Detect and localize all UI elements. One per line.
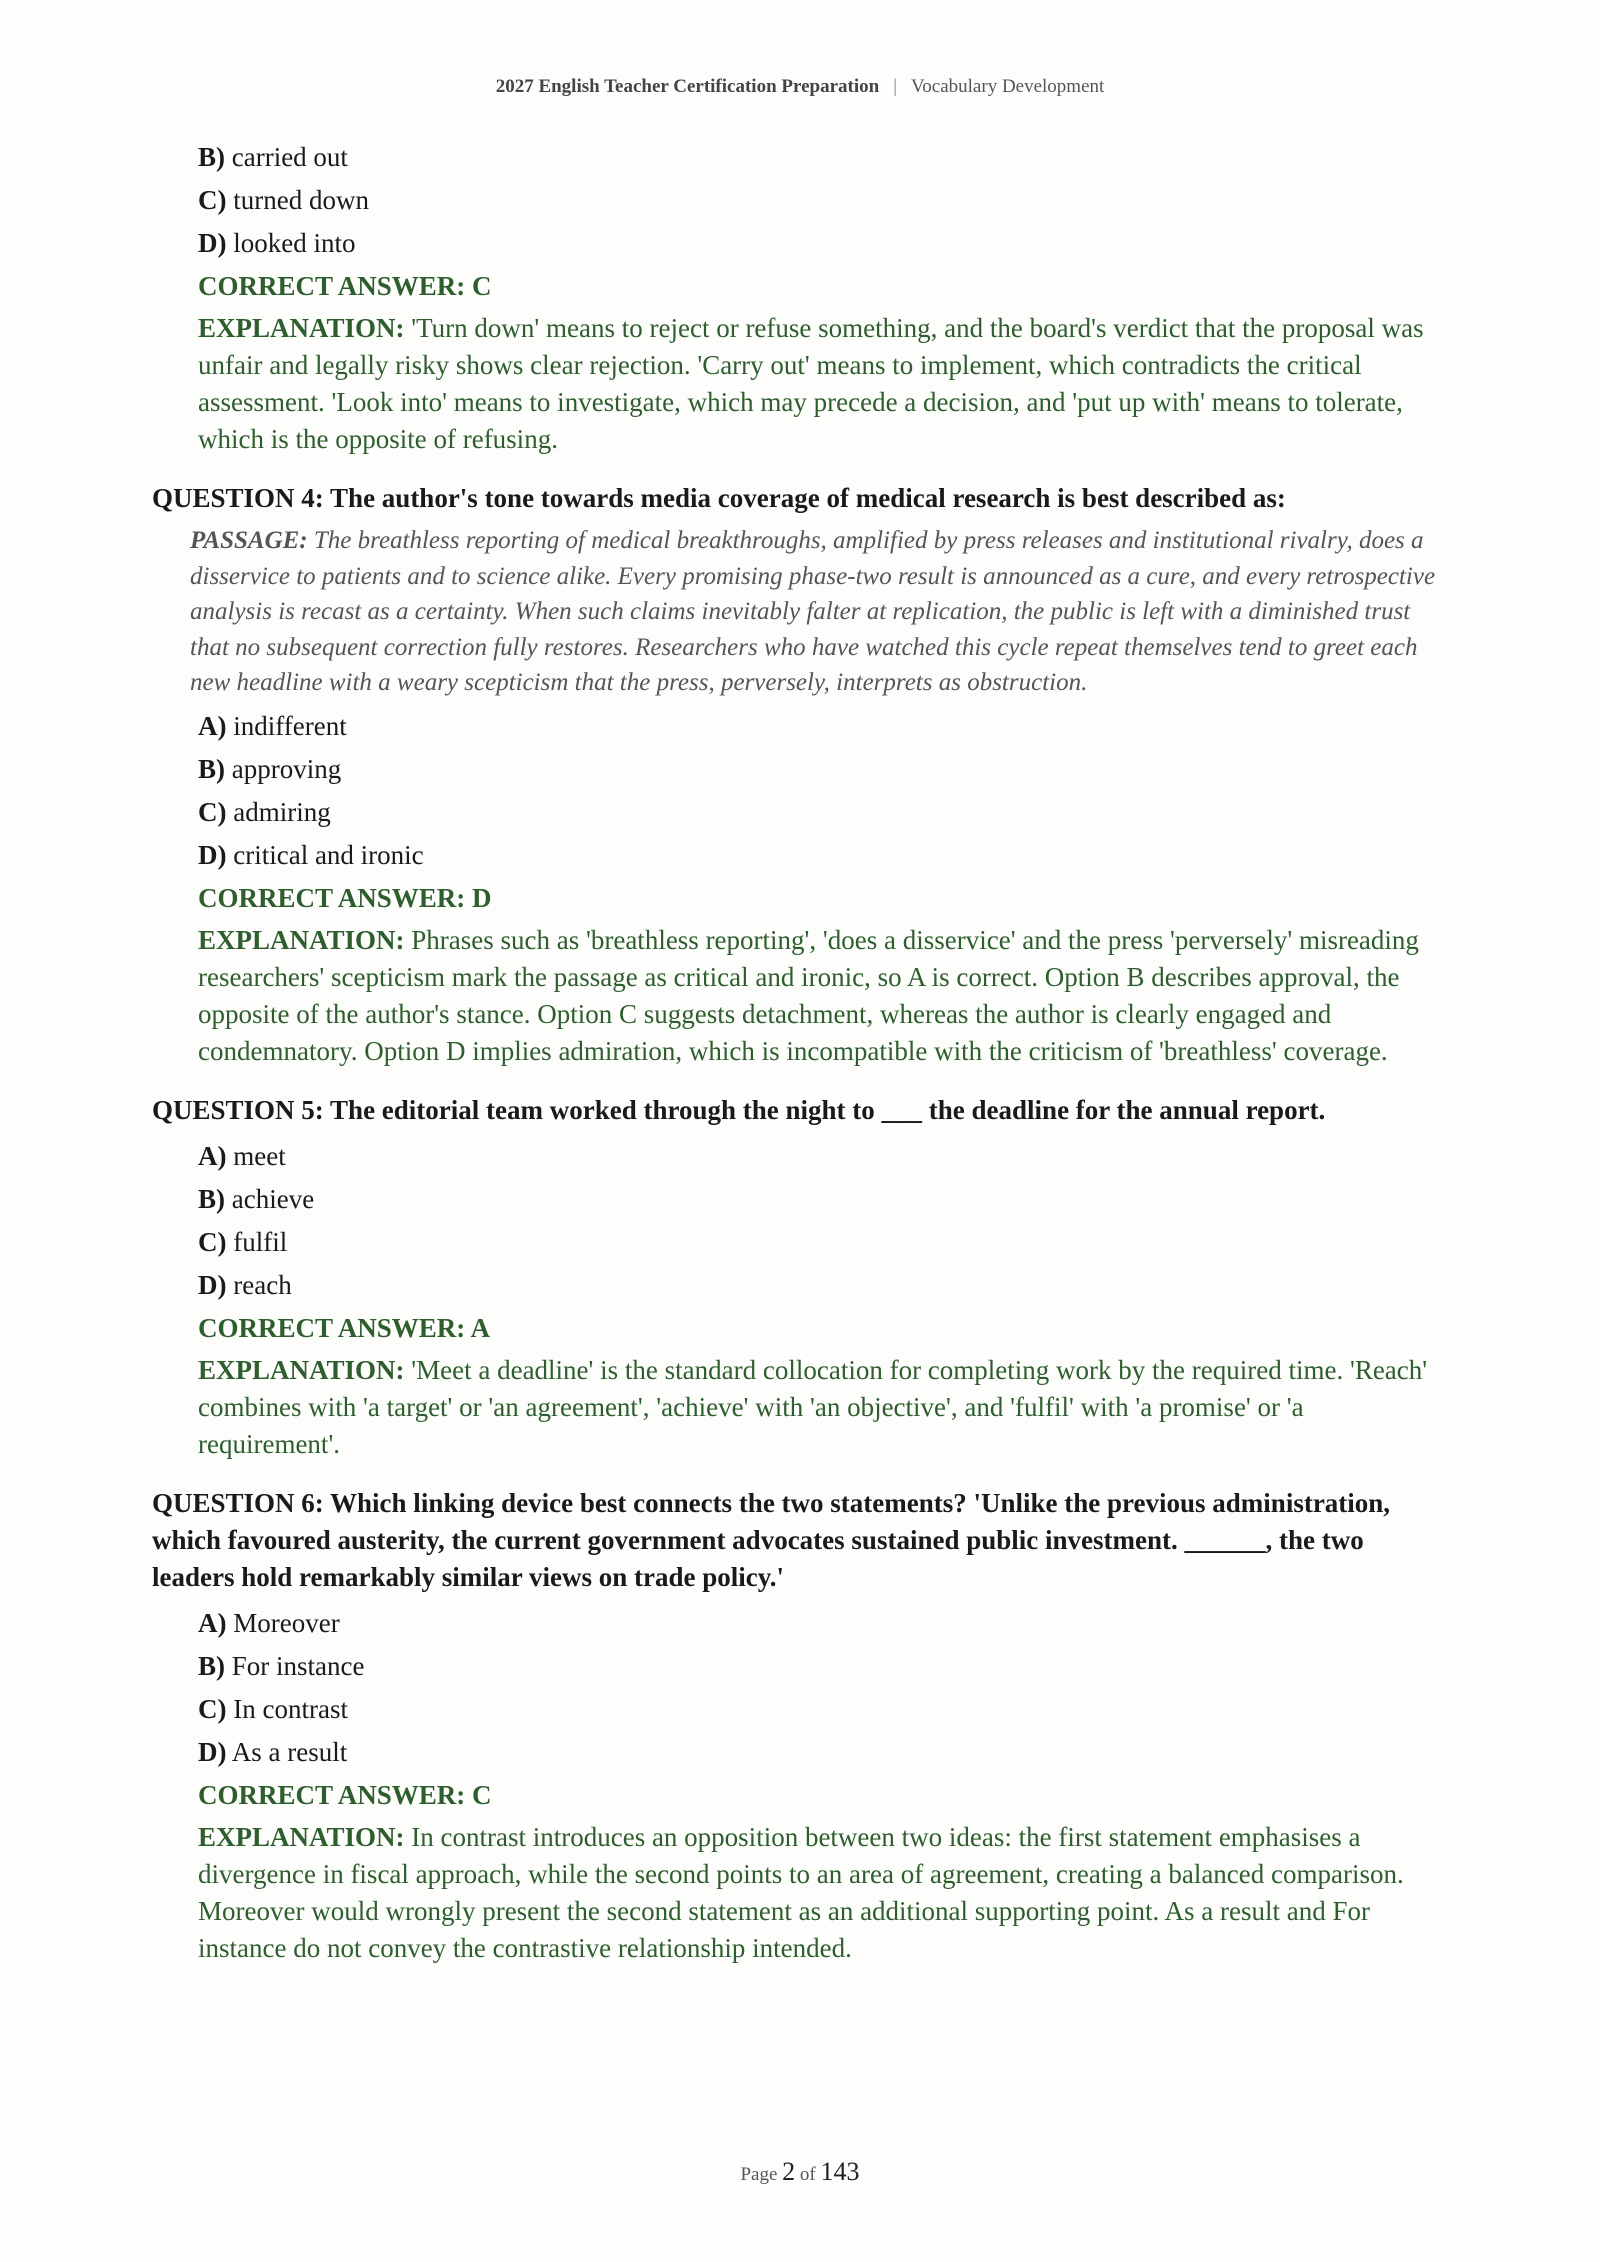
- option-text: carried out: [231, 142, 348, 172]
- option-text: indifferent: [233, 710, 347, 741]
- option-letter: B): [198, 142, 225, 172]
- option-b: [198, 1645, 1452, 1688]
- question-text: QUESTION 6: Which linking device best connects the two statements? 'Unlike the previous administration, which favoured austerity, the current government advocates sustained public investment. ______, the two leaders hold remarkably similar views on trade policy.': [152, 1487, 1391, 1592]
- option-text: As a result: [231, 1736, 348, 1767]
- options-list: [152, 1602, 1452, 1774]
- options-list: [152, 1135, 1452, 1307]
- page-content: [152, 136, 1452, 1967]
- option-b: [198, 748, 1452, 791]
- option-text: turned down: [233, 185, 369, 215]
- option-text: For instance: [231, 1650, 365, 1681]
- explanation: [152, 1352, 1452, 1463]
- option-letter: D): [198, 228, 227, 258]
- correct-answer: CORRECT ANSWER: C: [198, 1779, 492, 1810]
- option-text: meet: [233, 1140, 286, 1171]
- option-letter: C): [198, 1226, 227, 1257]
- correct-answer: CORRECT ANSWER: D: [198, 882, 492, 913]
- page-footer: [0, 2157, 1600, 2187]
- page-word: Page: [740, 2164, 778, 2185]
- option-letter: D): [198, 1269, 227, 1300]
- option-text: achieve: [231, 1183, 315, 1214]
- option-text: fulfil: [233, 1226, 288, 1257]
- explanation: [152, 310, 1452, 458]
- document-title: 2027 English Teacher Certification Preparation: [495, 76, 880, 97]
- question-text: QUESTION 5: The editorial team worked through the night to ___ the deadline for the annual report.: [152, 1094, 1326, 1125]
- option-letter: C): [198, 796, 227, 827]
- option-a: [198, 1602, 1452, 1645]
- section-name: Vocabulary Development: [911, 76, 1105, 97]
- option-c: [198, 791, 1452, 834]
- option-a: [198, 1135, 1452, 1178]
- question-6: [152, 1485, 1452, 1967]
- question-5: [152, 1092, 1452, 1463]
- explanation-text: In contrast introduces an opposition between two ideas: the first statement emphasises a divergence in fiscal approach, while the second points to an area of agreement, creating a balanced comparison. Moreover would wrongly present the second statement as an additional supporting point. As a result and For instance do not convey the contrastive relationship intended.: [198, 1821, 1404, 1963]
- option-text: Moreover: [233, 1607, 340, 1638]
- explanation-label: EXPLANATION:: [198, 924, 405, 955]
- correct-answer: CORRECT ANSWER: A: [198, 1312, 491, 1343]
- option-letter: A): [198, 710, 227, 741]
- question-text: QUESTION 4: The author's tone towards media coverage of medical research is best described as:: [152, 483, 1286, 513]
- option-text: reach: [233, 1269, 292, 1300]
- option-letter: C): [198, 1693, 227, 1724]
- option-letter: D): [198, 839, 227, 870]
- option-text: critical and ironic: [233, 839, 424, 870]
- option-b: [198, 136, 1452, 179]
- option-b: [198, 1178, 1452, 1221]
- option-text: looked into: [233, 228, 356, 258]
- option-c: [198, 1221, 1452, 1264]
- option-letter: D): [198, 1736, 227, 1767]
- of-word: of: [799, 2164, 816, 2185]
- question-4: [152, 480, 1452, 1070]
- option-a: [198, 705, 1452, 748]
- option-letter: A): [198, 1140, 227, 1171]
- options-list: [152, 705, 1452, 877]
- passage: [152, 523, 1452, 701]
- explanation-text: Phrases such as 'breathless reporting', 'does a disservice' and the press 'perversely' misreading researchers' scepticism mark the passage as critical and ironic, so A is correct. Option B describes approval, the opposite of the author's stance. Option C suggests detachment, whereas the author is clearly engaged and condemnatory. Option D implies admiration, which is incompatible with the criticism of 'breathless' coverage.: [198, 924, 1419, 1066]
- option-letter: B): [198, 1650, 225, 1681]
- option-c: [198, 179, 1452, 222]
- option-d: [198, 222, 1452, 265]
- option-text: approving: [231, 753, 342, 784]
- passage-label: PASSAGE:: [190, 527, 308, 554]
- option-letter: B): [198, 1183, 225, 1214]
- option-letter: C): [198, 185, 227, 215]
- option-c: [198, 1688, 1452, 1731]
- option-letter: B): [198, 753, 225, 784]
- explanation-label: EXPLANATION:: [198, 313, 405, 343]
- explanation-text: 'Meet a deadline' is the standard collocation for completing work by the required time. 'Reach' combines with 'a target' or 'an agreement', 'achieve' with 'an objective', and 'fulfil' with 'a promise' or 'a requirement'.: [198, 1354, 1428, 1459]
- option-d: [198, 1264, 1452, 1307]
- option-d: [198, 834, 1452, 877]
- page-header: [0, 76, 1600, 98]
- explanation-label: EXPLANATION:: [198, 1354, 405, 1385]
- option-d: [198, 1731, 1452, 1774]
- explanation-label: EXPLANATION:: [198, 1821, 405, 1852]
- option-text: admiring: [233, 796, 331, 827]
- page-number: 2: [782, 2157, 796, 2186]
- correct-answer: CORRECT ANSWER: C: [198, 271, 492, 301]
- header-separator: |: [893, 76, 898, 97]
- passage-text: The breathless reporting of medical breakthroughs, amplified by press releases and institutional rivalry, does a disservice to patients and to science alike. Every promising phase-two result is announced as a cure, and every retrospective analysis is recast as a certainty. When such claims inevitably falter at replication, the public is left with a diminished trust that no subsequent correction fully restores. Researchers who have watched this cycle repeat themselves tend to greet each new headline with a weary scepticism that the press, perversely, interprets as obstruction.: [190, 527, 1436, 696]
- option-text: In contrast: [233, 1693, 348, 1724]
- explanation-text: 'Turn down' means to reject or refuse something, and the board's verdict that the proposal was unfair and legally risky shows clear rejection. 'Carry out' means to implement, which contradicts the critical assessment. 'Look into' means to investigate, which may precede a decision, and 'put up with' means to tolerate, which is the opposite of refusing.: [198, 313, 1424, 454]
- options-list: [152, 136, 1452, 265]
- explanation: [152, 1819, 1452, 1967]
- option-letter: A): [198, 1607, 227, 1638]
- question-3-tail: [152, 136, 1452, 458]
- total-pages: 143: [820, 2157, 860, 2186]
- explanation: [152, 922, 1452, 1070]
